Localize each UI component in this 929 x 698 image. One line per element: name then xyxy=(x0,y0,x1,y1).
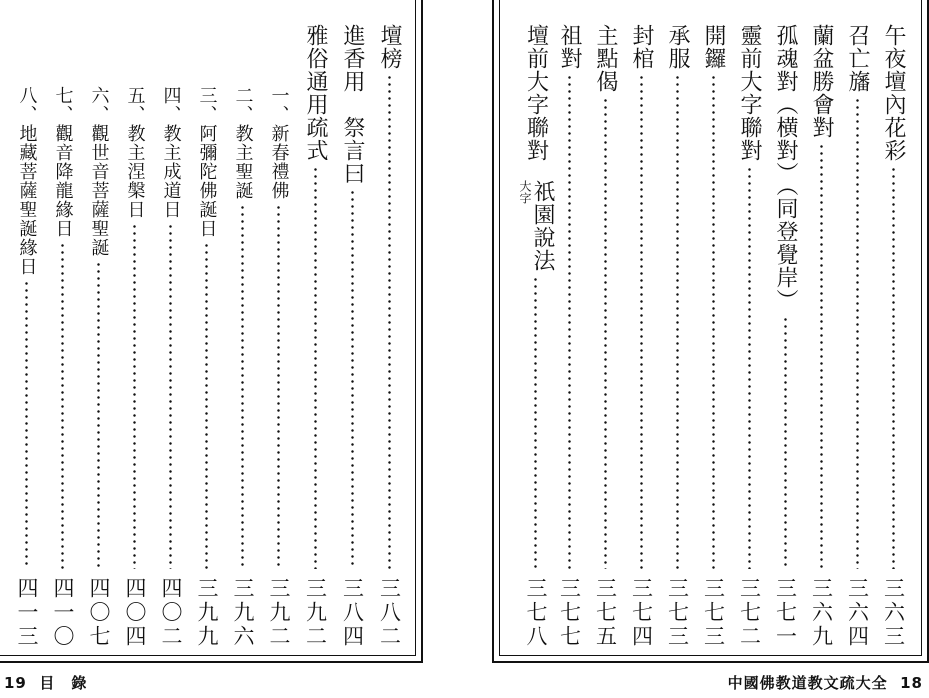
entry-page-number: 三九二 xyxy=(303,577,328,649)
left-page-footer xyxy=(4,672,87,693)
page-number: 19 xyxy=(4,674,27,692)
toc-entry[interactable] xyxy=(882,24,904,649)
footer-label: 中國佛教道教文疏大全 xyxy=(727,674,888,692)
toc-entry[interactable] xyxy=(738,24,760,649)
entry-page-number: 三六四 xyxy=(845,577,870,649)
dot-leader xyxy=(748,166,751,569)
entry-title: 午夜壇內花彩 xyxy=(881,24,906,162)
dot-leader xyxy=(314,166,317,569)
toc-entry[interactable] xyxy=(666,24,688,649)
toc-entry[interactable] xyxy=(232,86,253,649)
entry-page-number: 四〇七 xyxy=(87,577,111,649)
entry-page-number: 三八四 xyxy=(340,577,365,649)
entry-title: 封棺 xyxy=(629,24,654,70)
entry-page-number: 三六九 xyxy=(809,577,834,649)
entry-title: 祖對 xyxy=(557,24,582,70)
toc-entry[interactable] xyxy=(341,24,363,649)
dot-leader xyxy=(784,316,787,569)
entry-page-number: 三七二 xyxy=(737,577,762,649)
dot-leader xyxy=(277,204,280,569)
entry-page-number: 三六三 xyxy=(881,577,906,649)
entry-title: 壇榜 xyxy=(377,24,402,70)
entry-title: 孤魂對（横對）（同登覺岸） xyxy=(773,24,798,312)
toc-entry[interactable] xyxy=(268,86,289,649)
entry-page-number: 四〇二 xyxy=(159,577,183,649)
toc-entry[interactable] xyxy=(594,24,616,649)
entry-title: 靈前大字聯對 xyxy=(737,24,762,162)
entry-page-number: 三八二 xyxy=(377,577,402,649)
entry-title: 開鑼 xyxy=(701,24,726,70)
entry-page-number: 三七五 xyxy=(593,577,618,649)
toc-entry[interactable] xyxy=(52,86,73,649)
entry-title: 壇前大字聯對 xyxy=(523,24,549,162)
entry-small-note: 大字 xyxy=(518,180,532,204)
right-page-footer xyxy=(728,672,923,693)
entry-page-number: 四一〇 xyxy=(51,577,75,649)
dot-leader xyxy=(97,261,100,569)
dot-leader xyxy=(351,189,354,569)
entry-page-number: 四一三 xyxy=(15,577,39,649)
dot-leader xyxy=(205,242,208,569)
entry-page-number: 三七八 xyxy=(524,577,548,649)
entry-title: 承服 xyxy=(665,24,690,70)
toc-entry[interactable] xyxy=(196,86,217,649)
entry-title: 雅俗通用疏式 xyxy=(303,24,328,162)
entry-subtitle: 七、觀音降龍緣日 xyxy=(52,86,74,238)
entry-page-number: 三九二 xyxy=(267,577,291,649)
entry-page-number: 三七三 xyxy=(701,577,726,649)
dot-leader xyxy=(892,166,895,569)
toc-entry[interactable] xyxy=(630,24,652,649)
dot-leader xyxy=(856,97,859,569)
entry-page-number: 三七四 xyxy=(629,577,654,649)
toc-entry[interactable] xyxy=(702,24,724,649)
entry-subtitle: 四、教主成道日 xyxy=(160,86,182,219)
entry-subtitle-group xyxy=(518,180,553,272)
dot-leader xyxy=(169,223,172,569)
toc-entry[interactable] xyxy=(124,86,145,649)
dot-leader xyxy=(568,74,571,569)
entry-page-number: 三九六 xyxy=(231,577,255,649)
toc-entry[interactable] xyxy=(774,24,796,649)
toc-entry[interactable] xyxy=(160,86,181,649)
dot-leader xyxy=(61,242,64,569)
entry-subtitle: 三、阿彌陀佛誕日 xyxy=(196,86,218,238)
entry-title: 主點偈 xyxy=(593,24,618,93)
entry-title: 進香用 祭言曰 xyxy=(340,24,365,185)
entry-subtitle: 祇園說法 xyxy=(530,180,555,272)
entry-subtitle: 八、地藏菩薩聖誕緣日 xyxy=(16,86,38,276)
toc-entry[interactable] xyxy=(378,24,400,649)
dot-leader xyxy=(241,204,244,569)
dot-leader xyxy=(820,143,823,569)
toc-entry[interactable] xyxy=(16,86,37,649)
entry-subtitle: 六、觀世音菩薩聖誕 xyxy=(88,86,110,257)
dot-leader xyxy=(388,74,391,569)
dot-leader xyxy=(676,74,679,569)
toc-entry[interactable] xyxy=(304,24,326,649)
dot-leader xyxy=(712,74,715,569)
entry-page-number: 三九九 xyxy=(195,577,219,649)
entry-subtitle: 五、教主涅槃日 xyxy=(124,86,146,219)
toc-entry[interactable] xyxy=(518,24,553,649)
dot-leader xyxy=(133,223,136,569)
footer-label: 目 錄 xyxy=(39,674,88,692)
entry-page-number: 三七一 xyxy=(773,577,798,649)
entry-title: 召亡旛 xyxy=(845,24,870,93)
entry-page-number: 四〇四 xyxy=(123,577,147,649)
entry-subtitle: 二、教主聖誕 xyxy=(232,86,254,200)
dot-leader xyxy=(534,276,537,569)
entry-page-number: 三七三 xyxy=(665,577,690,649)
entry-page-number: 三七七 xyxy=(557,577,582,649)
dot-leader xyxy=(604,97,607,569)
entry-subtitle: 一、新春禮佛 xyxy=(268,86,290,200)
dot-leader xyxy=(640,74,643,569)
toc-entry[interactable] xyxy=(558,24,580,649)
toc-entry[interactable] xyxy=(846,24,868,649)
entry-title: 蘭盆勝會對 xyxy=(809,24,834,139)
toc-entry[interactable] xyxy=(810,24,832,649)
toc-entry[interactable] xyxy=(88,86,109,649)
dot-leader xyxy=(25,280,28,569)
page-number: 18 xyxy=(900,674,923,692)
